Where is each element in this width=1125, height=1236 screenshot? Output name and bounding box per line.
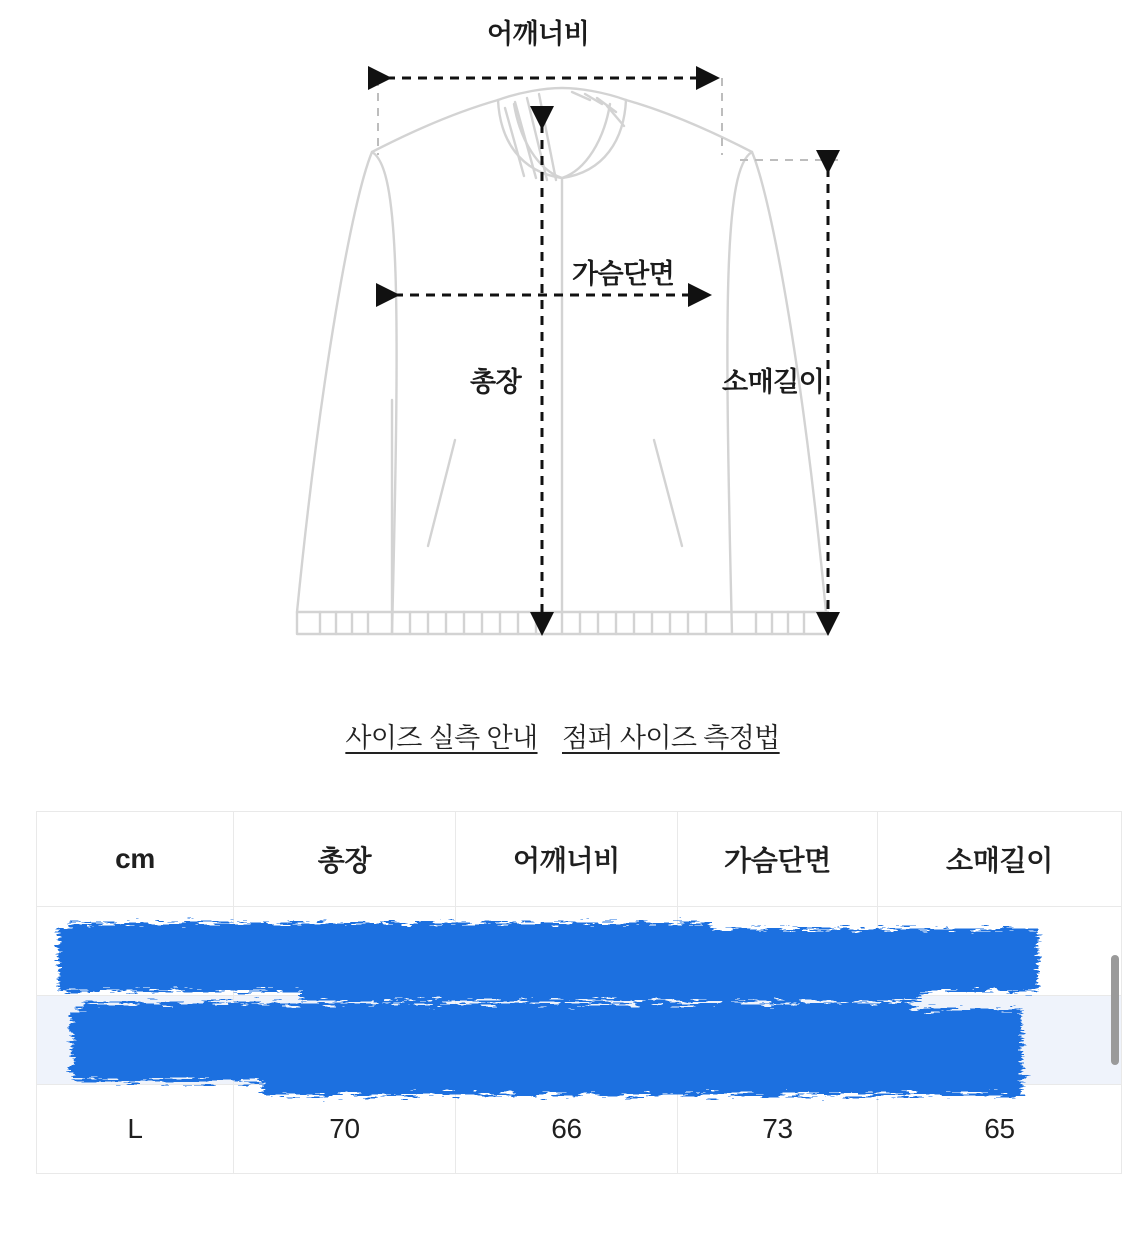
label-shoulder-width: 어깨너비 (487, 19, 590, 49)
cell-sleeve-length (878, 907, 1122, 996)
guide-links (0, 700, 1125, 773)
cell-total-length: 70 (234, 1085, 456, 1174)
cell-sleeve-length (878, 996, 1122, 1085)
cell-shoulder-width (456, 996, 678, 1085)
label-total-length: 총장 (470, 367, 522, 397)
table-row (37, 1085, 1122, 1174)
link-jumper-measuring-method[interactable]: 점퍼 사이즈 측정법 (561, 723, 780, 753)
table-header-shoulder-width: 어깨너비 (456, 812, 678, 907)
cell-size (37, 907, 234, 996)
size-table-wrap (0, 811, 1125, 1174)
table-header-row (37, 812, 1122, 907)
cell-total-length (234, 907, 456, 996)
cell-shoulder-width: 66 (456, 1085, 678, 1174)
table-header-unit: cm (37, 812, 234, 907)
table-row (37, 907, 1122, 996)
cell-size: L (37, 1085, 234, 1174)
cell-size (37, 996, 234, 1085)
cell-chest-width: 73 (678, 1085, 878, 1174)
cell-sleeve-length: 65 (878, 1085, 1122, 1174)
table-header-total-length: 총장 (234, 812, 456, 907)
cell-chest-width (678, 996, 878, 1085)
table-header-sleeve-length: 소매길이 (878, 812, 1122, 907)
table-row (37, 996, 1122, 1085)
label-chest-width: 가슴단면 (572, 259, 675, 289)
label-sleeve-length: 소매길이 (722, 367, 825, 397)
cell-total-length (234, 996, 456, 1085)
page-scrollbar[interactable] (1111, 955, 1119, 1065)
table-header-chest-width: 가슴단면 (678, 812, 878, 907)
cell-chest-width (678, 907, 878, 996)
link-size-measurement-guide[interactable]: 사이즈 실측 안내 (345, 723, 538, 753)
cell-shoulder-width (456, 907, 678, 996)
size-table (36, 811, 1122, 1174)
